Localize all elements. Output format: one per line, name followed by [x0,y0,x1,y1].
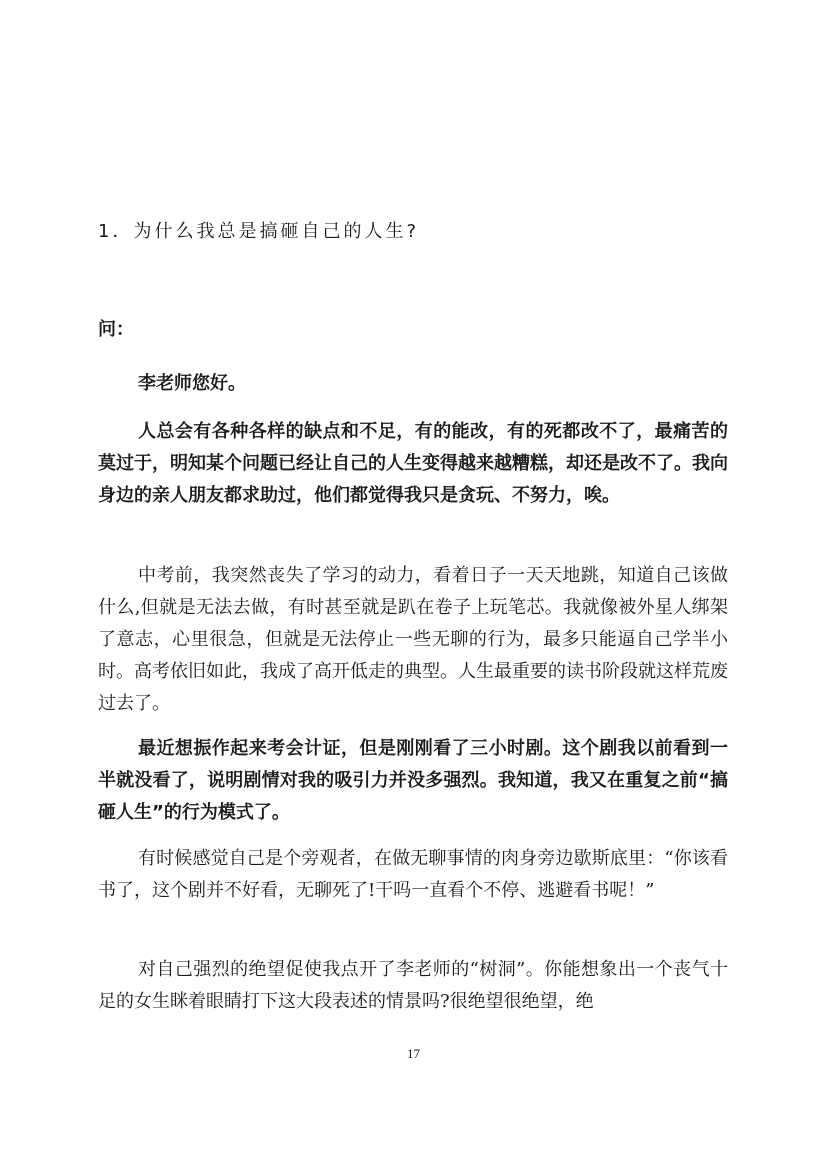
paragraph: 有时候感觉自己是个旁观者，在做无聊事情的肉身旁边歇斯底里：“你该看书了，这个剧并不好看，无聊死了!干吗一直看个不停、逃避看书呢！” [98,848,728,901]
paragraph: 人总会有各种各样的缺点和不足，有的能改，有的死都改不了，最痛苦的莫过于，明知某个问题已经让自己的人生变得越来越糟糕，却还是改不了。我向身边的亲人朋友都求助过，他们都觉得我只是贪玩、不努力，唉。 [98,421,728,506]
section-heading: 1．为什么我总是搞砸自己的人生? [98,221,420,242]
paragraph: 最近想振作起来考会计证，但是刚刚看了三小时剧。这个剧我以前看到一半就没看了，说明剧情对我的吸引力并没多强烈。我知道，我又在重复之前“搞砸人生”的行为模式了。 [98,738,728,823]
paragraph: 对自己强烈的绝望促使我点开了李老师的“树洞”。你能想象出一个丧气十足的女生眯着眼睛打下这大段表述的情景吗?很绝望很绝望，绝 [98,959,728,1012]
page-number: 17 [407,1046,420,1061]
paragraph: 中考前，我突然丧失了学习的动力，看着日子一天天地跳，知道自己该做什么,但就是无法去做，有时甚至就是趴在卷子上玩笔芯。我就像被外星人绑架了意志，心里很急，但就是无法停止一些无聊的行为，最多只能逼自己学半小时。高考依旧如此，我成了高开低走的典型。人生最重要的读书阶段就这样荒废过去了。 [98,565,728,714]
question-label: 问： [98,319,134,340]
paragraph-greeting: 李老师您好。 [138,373,246,394]
